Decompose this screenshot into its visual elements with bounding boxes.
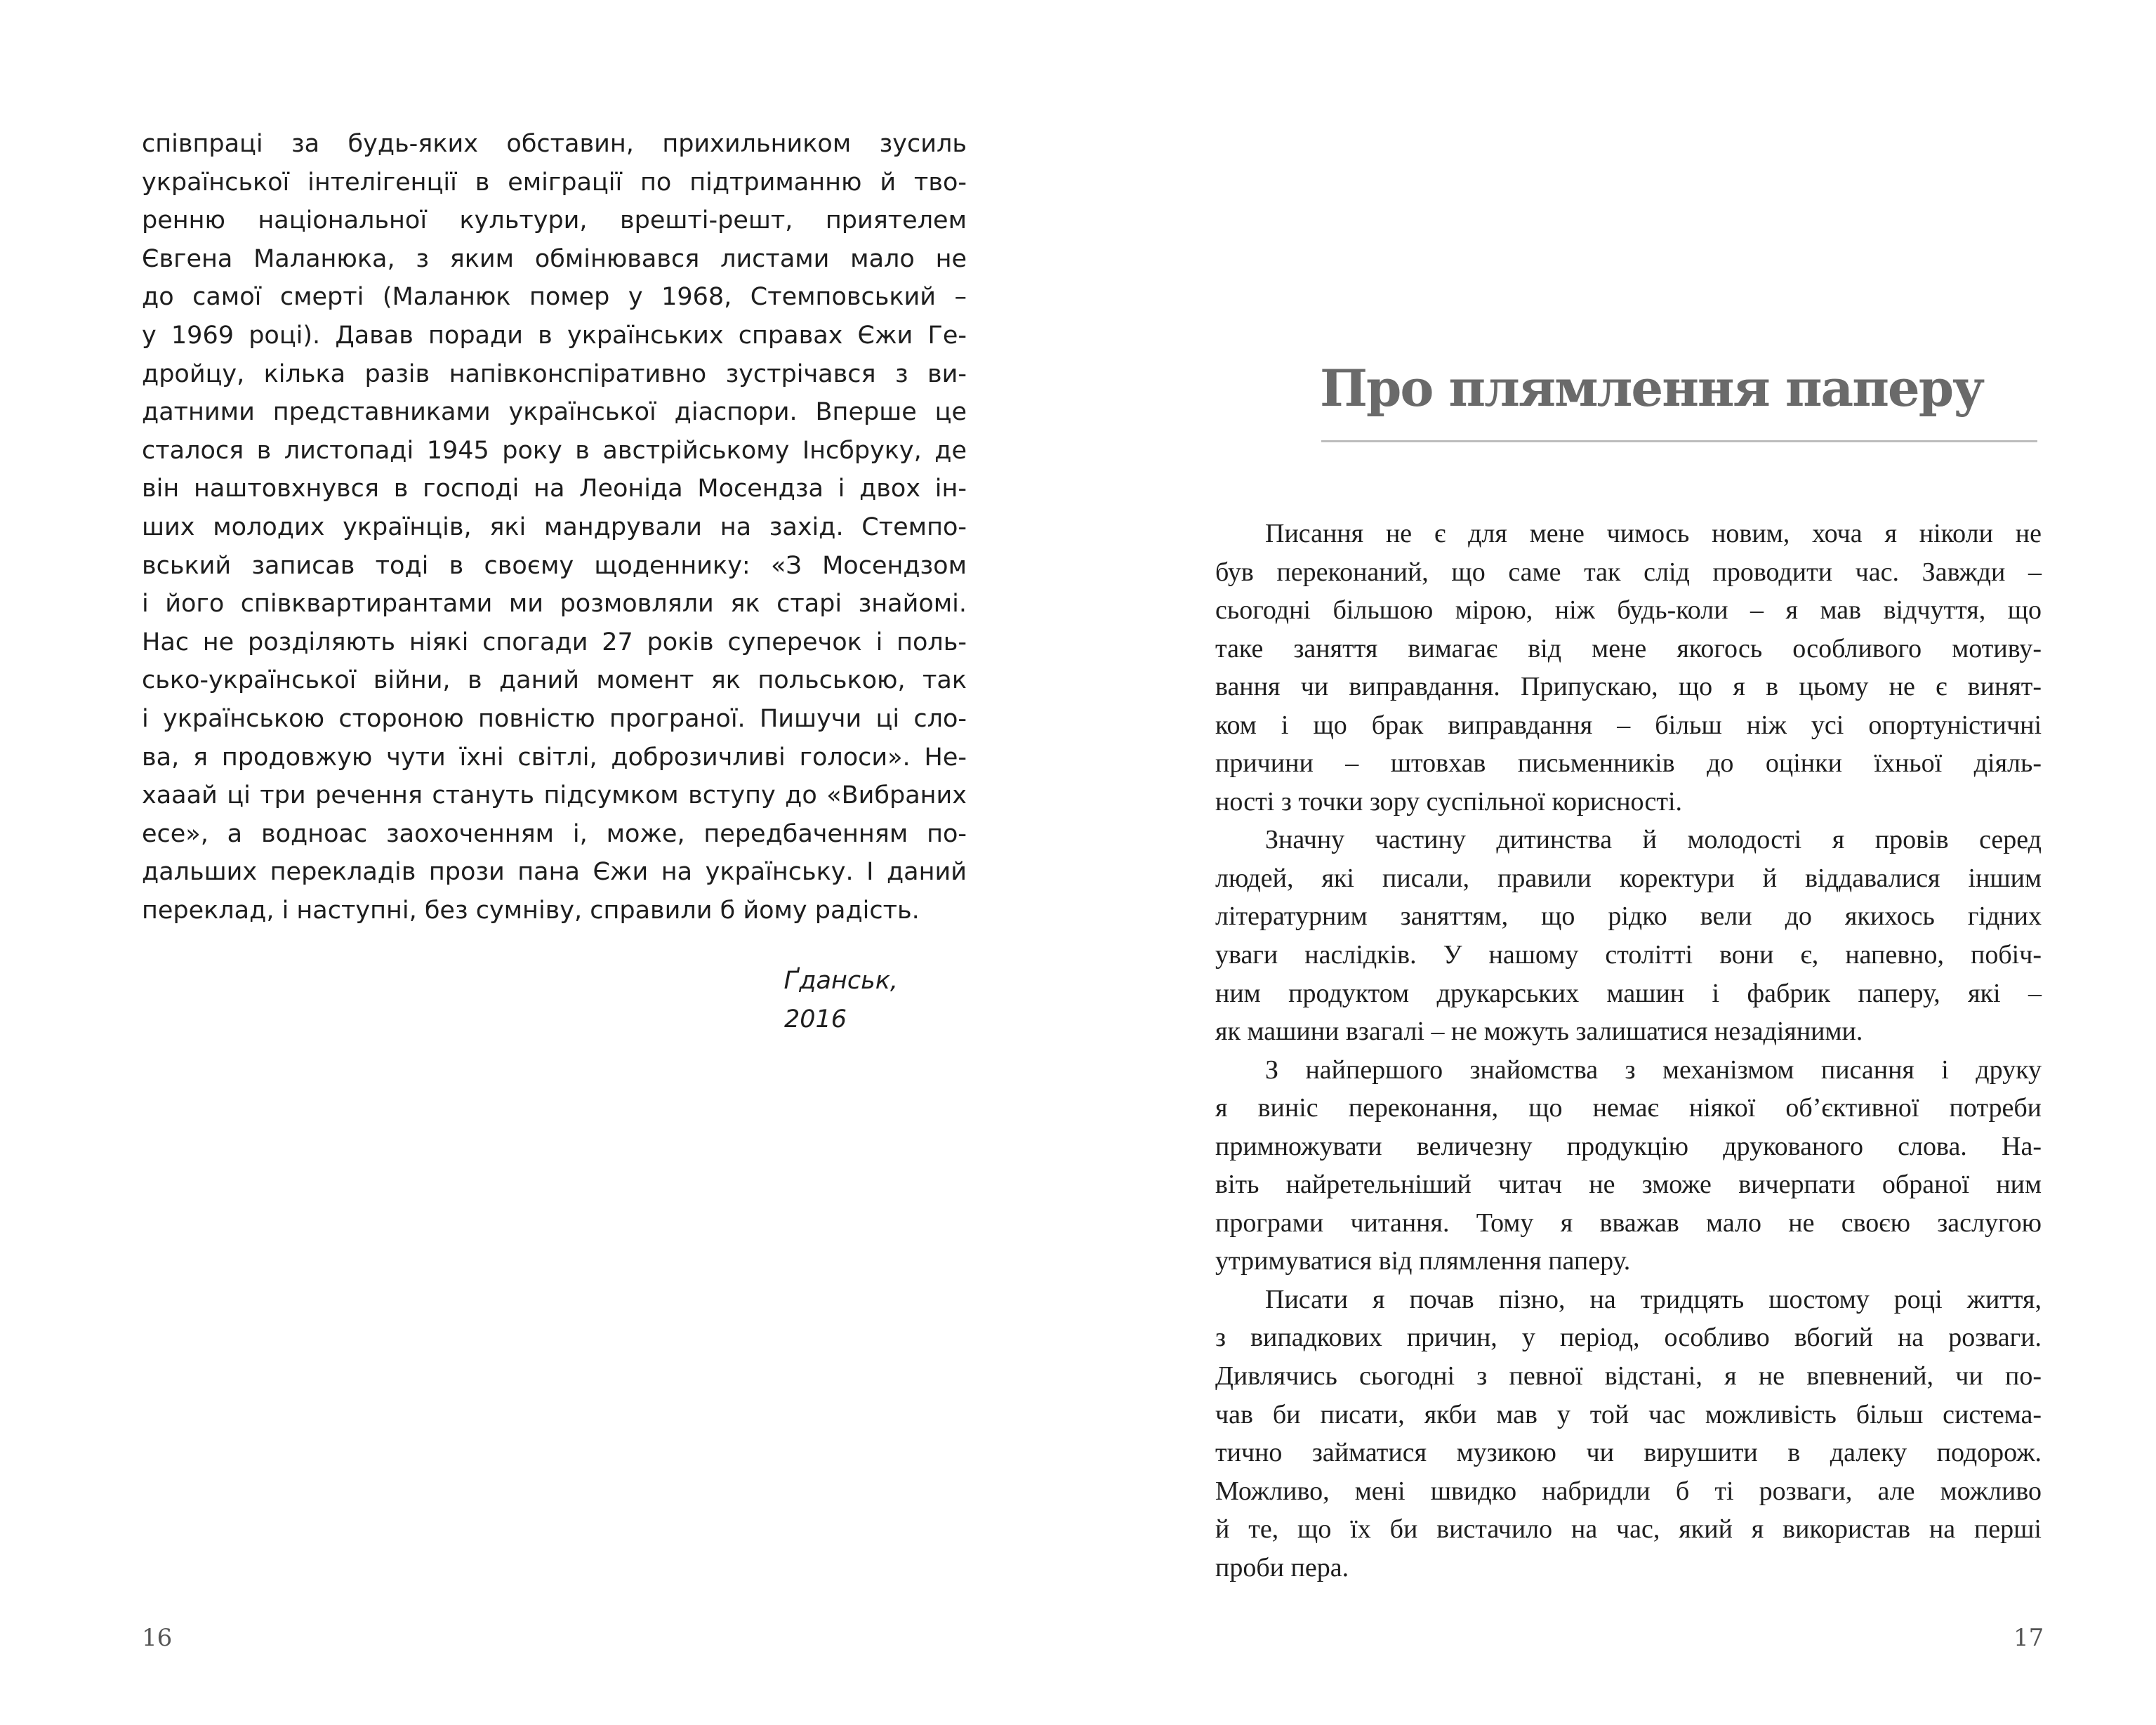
- text-line: переклад, і наступні, без сумніву, справили б йому радість.: [142, 896, 920, 925]
- text-line: вання чи виправдання. Припускаю, що я в цьому не є винят-: [1215, 672, 2042, 702]
- text-line: проби пера.: [1215, 1552, 1349, 1582]
- signoff: [784, 962, 898, 1038]
- text-line: Дивлячись сьогодні з певної відстані, я не впевнений, чи по-: [1215, 1361, 2042, 1392]
- text-line: Можливо, мені швидко набридли б ті розваги, але можливо: [1215, 1476, 2042, 1506]
- text-line: ком і що брак виправдання – більш ніж усі опортуністичні: [1215, 710, 2042, 740]
- text-line: був переконаний, що саме так слід проводити час. Завжди –: [1215, 557, 2042, 587]
- text-line: віть найретельніший читач не зможе вичерпати обраної ним: [1215, 1170, 2042, 1200]
- text-line: й те, що їх би вистачило на час, який я використав на перші: [1215, 1514, 2042, 1545]
- text-line: людей, які писали, правили коректури й віддавалися іншим: [1215, 863, 2042, 893]
- text-line: Писання не є для мене чимось новим, хоча я ніколи не: [1265, 519, 2042, 548]
- text-line: тично займатися музикою чи вирушити в далеку подорож.: [1215, 1438, 2042, 1468]
- text-line: датними представниками української діаспори. Вперше це: [142, 398, 967, 427]
- text-line: уваги наслідків. У нашому столітті вони є, напевно, побіч-: [1215, 940, 2042, 970]
- text-line: я виніс переконання, що немає ніякої об’єктивної потреби: [1215, 1093, 2042, 1123]
- text-line: сьогодні більшою мірою, ніж будь-коли – я мав відчуття, що: [1215, 595, 2042, 626]
- text-line: він наштовхнувся в господі на Леоніда Мосендза і двох ін-: [142, 475, 967, 503]
- text-line: примножувати величезну продукцію друкованого слова. На-: [1215, 1131, 2042, 1161]
- text-line: утримуватися від плямлення паперу.: [1215, 1246, 1631, 1276]
- title-divider: [1321, 440, 2037, 442]
- chapter-title: Про плямлення паперу: [1320, 358, 1984, 418]
- text-line: Нас не розділяють ніякі спогади 27 років суперечок і поль-: [142, 628, 967, 656]
- signoff-year: 2016: [784, 1005, 847, 1033]
- text-line: дальших перекладів прози пана Єжи на українську. І даний: [142, 858, 967, 887]
- text-line: Значну частину дитинства й молодості я провів серед: [1265, 825, 2042, 855]
- text-line: вський записав тоді в своєму щоденнику: «З Мосендзом: [142, 551, 967, 580]
- left-page-body: [142, 125, 967, 930]
- text-line: ших молодих українців, які мандрували на захід. Стемпо-: [142, 513, 967, 541]
- text-line: ва, я продовжую чути їхні світлі, доброзичливі голоси». Не-: [142, 743, 967, 772]
- text-line: як машини взагалі – не можуть залишатися незадіяними.: [1215, 1017, 1863, 1047]
- text-line: сько-української війни, в даний момент як польською, так: [142, 666, 967, 695]
- text-line: Писати я почав пізно, на тридцять шостому році життя,: [1265, 1284, 2042, 1314]
- text-line: дройцу, кілька разів напівконспіративно зустрічався з ви-: [142, 359, 967, 388]
- text-line: і його співквартирантами ми розмовляли як старі знайомі.: [142, 590, 967, 619]
- text-line: таке заняття вимагає від мене якогось особливого мотиву-: [1215, 633, 2042, 663]
- text-line: співпраці за будь-яких обставин, прихильником зусиль: [142, 130, 967, 158]
- text-line: ренню національної культури, врешті-решт, приятелем: [142, 206, 967, 235]
- text-line: чав би писати, якби мав у той час можливість більш система-: [1215, 1399, 2042, 1429]
- page-number-right: 17: [2013, 1624, 2044, 1652]
- text-line: причини – штовхав письменників до оцінки їхньої діяль-: [1215, 748, 2042, 779]
- right-page-body: [1215, 515, 2042, 1587]
- text-line: ним продуктом друкарських машин і фабрик паперу, які –: [1215, 978, 2042, 1008]
- text-line: сталося в листопаді 1945 року в австрійському Інсбруку, де: [142, 436, 967, 465]
- text-line: есе», а водноас заохоченням і, може, передбаченням по-: [142, 819, 967, 848]
- text-line: до самої смерті (Маланюк помер у 1968, Стемповський –: [142, 283, 967, 312]
- text-line: з випадкових причин, у період, особливо вбогий на розваги.: [1215, 1323, 2042, 1353]
- page-number-left: 16: [142, 1624, 173, 1652]
- text-line: ності з точки зору суспільної корисності.: [1215, 786, 1682, 817]
- text-line: і українською стороною повністю програної. Пишучи ці сло-: [142, 704, 967, 733]
- text-line: програми читання. Тому я вважав мало не своєю заслугою: [1215, 1208, 2042, 1238]
- text-line: літературним заняттям, що рідко вели до якихось гідних: [1215, 901, 2042, 932]
- text-line: З найпершого знайомства з механізмом писання і друку: [1265, 1055, 2042, 1085]
- signoff-place: Ґданськ,: [784, 967, 899, 995]
- text-line: у 1969 році). Давав поради в українських справах Єжи Ге-: [142, 321, 967, 350]
- text-line: української інтелігенції в еміграції по підтриманню й тво-: [142, 168, 967, 197]
- text-line: хааай ці три речення стануть підсумком вступу до «Вибраних: [142, 781, 967, 810]
- text-line: Євгена Маланюка, з яким обмінювався листами мало не: [142, 244, 967, 273]
